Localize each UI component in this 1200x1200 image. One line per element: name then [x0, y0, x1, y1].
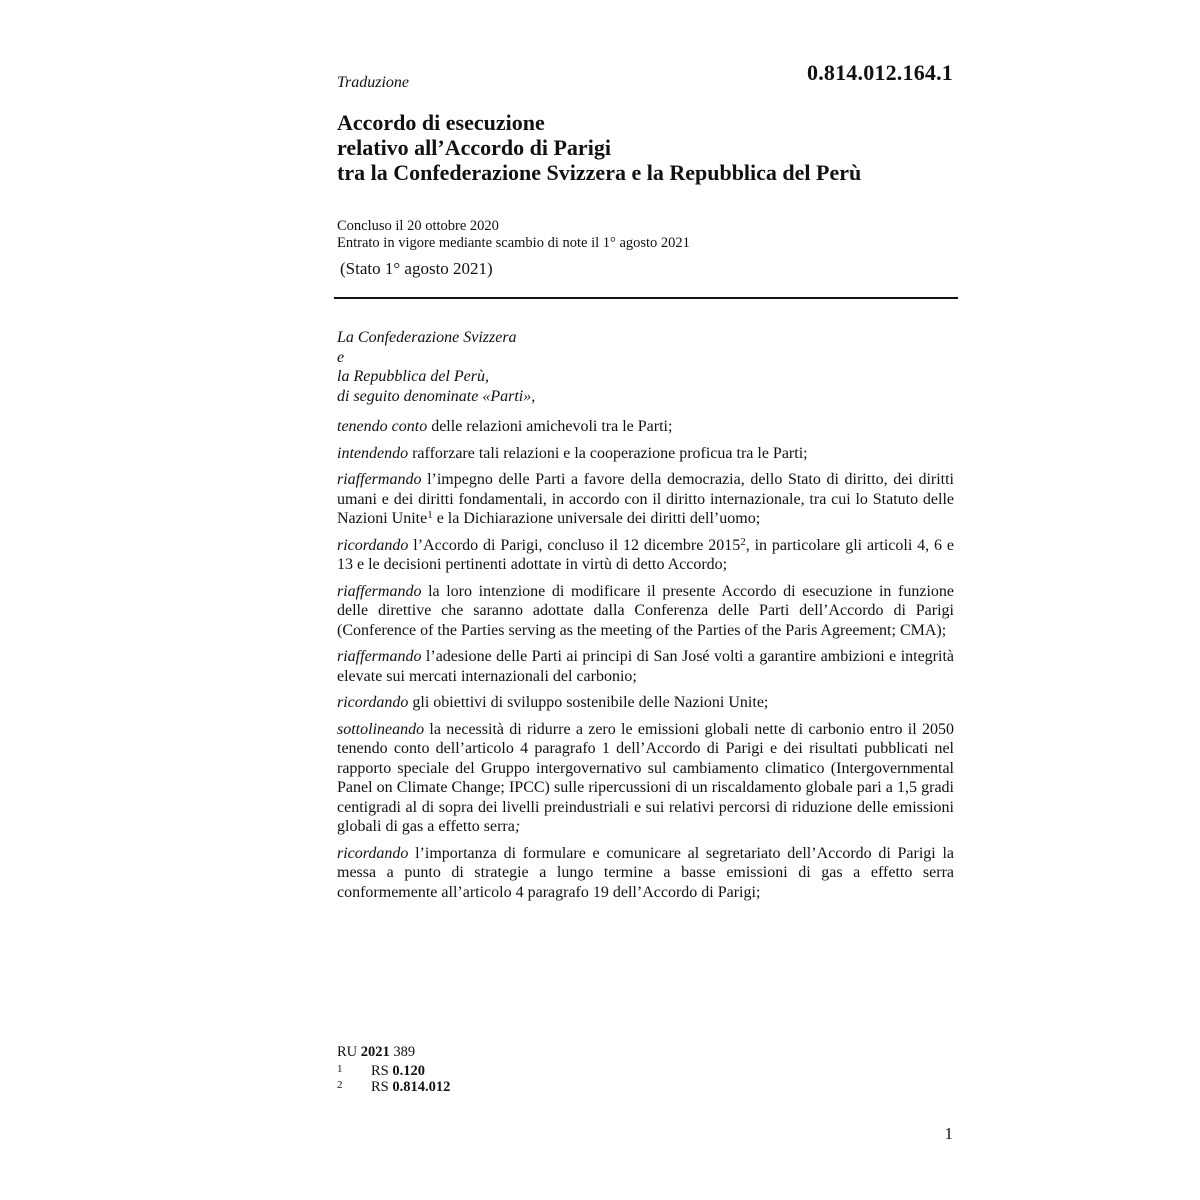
party-conjunction: e [337, 348, 345, 366]
footnote-marker[interactable]: 2 [740, 535, 746, 548]
ru-page: 389 [389, 1044, 416, 1060]
document-title [337, 110, 957, 185]
clause-end: ; [514, 818, 521, 835]
clause-verb: tenendo conto [337, 418, 428, 435]
clause-text: e la Dichiarazione universale dei diritti dell’uomo; [432, 510, 761, 527]
party-switzerland: La Confederazione Svizzera [337, 329, 517, 346]
clause-verb: ricordando [337, 844, 409, 862]
preamble-clause [337, 582, 954, 641]
parties-block [337, 328, 957, 406]
translation-label: Traduzione [337, 74, 410, 91]
footnotes [337, 1063, 450, 1095]
footnote-link[interactable]: 0.120 [392, 1063, 425, 1079]
footnote-text: RS 0.120 [371, 1063, 425, 1079]
footnote-item [337, 1079, 450, 1095]
preamble-clause [337, 647, 954, 686]
parties-designation: di seguito denominate «Parti», [337, 387, 536, 405]
footnote-number: 1 [337, 1063, 343, 1075]
clause-text: rafforzare tali relazioni e la cooperazione proficua tra le Parti; [408, 444, 808, 462]
clause-verb: ricordando [337, 536, 409, 554]
clause-verb: riaffermando [337, 582, 422, 600]
page-number: 1 [944, 1124, 953, 1143]
title-line-1: Accordo di esecuzione [337, 110, 545, 135]
preamble-clause [337, 470, 954, 529]
header-divider [334, 297, 958, 299]
entry-into-force: Entrato in vigore mediante scambio di note il 1° agosto 2021 [337, 235, 690, 251]
ru-year: 2021 [360, 1044, 390, 1060]
clause-text: , in particolare gli articoli 4, 6 e 13 e le decisioni pertinenti adottate in virtù di detto Accordo; [337, 536, 954, 573]
clause-verb: ricordando [337, 694, 409, 711]
footnote-text: RS 0.814.012 [371, 1079, 451, 1095]
title-line-2: relativo all’Accordo di Parigi [337, 135, 611, 160]
clause-text: gli obiettivi di sviluppo sostenibile delle Nazioni Unite; [408, 694, 769, 711]
footnote-marker[interactable]: 1 [427, 509, 433, 521]
clause-text: l’Accordo di Parigi, concluso il 12 dicembre 2015 [408, 536, 741, 554]
clause-text: l’adesione delle Parti ai principi di San José volti a garantire ambizioni e integrità elevate sui mercati internazionali del carbonio; [337, 648, 954, 685]
preamble-clause [337, 444, 954, 464]
ru-prefix: RU [337, 1044, 361, 1060]
conclusion-metadata [337, 218, 690, 252]
footnote-number: 2 [337, 1079, 343, 1091]
preamble-clause [337, 720, 954, 837]
concluded-date: Concluso il 20 ottobre 2020 [337, 218, 499, 234]
clause-text: delle relazioni amichevoli tra le Parti; [427, 418, 673, 435]
clause-verb: riaffermando [337, 471, 422, 488]
document-number: 0.814.012.164.1 [807, 60, 953, 85]
status-date: (Stato 1° agosto 2021) [340, 259, 493, 278]
party-peru: la Repubblica del Perù, [337, 368, 489, 385]
clause-text: la necessità di ridurre a zero le emissioni globali nette di carbonio entro il 2050 tenendo conto dell’articolo 4 paragrafo 1 dell’Accordo di Parigi e dei risultati pubblicati nel rapporto speciale del Gruppo intergovernativo sul cambiamento climatico (Intergovernmental Panel on Climate Change; IPCC) sulle ripercussioni di un riscaldamento globale pari a 1,5 gradi centigradi al di sopra dei livelli preindustriali e sui relativi percorsi di riduzione delle emissioni globali di gas a effetto serra [337, 720, 954, 835]
preamble-clause [337, 536, 954, 575]
preamble-clause [337, 693, 954, 713]
clause-verb: riaffermando [337, 648, 422, 665]
official-compilation-ref [337, 1044, 415, 1061]
clause-text: l’impegno delle Parti a favore della democrazia, dello Stato di diritto, dei diritti umani e dei diritti fondamentali, in accordo con il diritto internazionale, tra cui lo Statuto delle Nazioni Unite [337, 471, 954, 527]
title-line-3: tra la Confederazione Svizzera e la Repubblica del Perù [337, 160, 862, 185]
footnote-link[interactable]: 0.814.012 [392, 1079, 451, 1095]
clause-text: l’importanza di formulare e comunicare al segretariato dell’Accordo di Parigi la messa a punto di strategie a lungo termine a basse emissioni di gas a effetto serra conformemente all’articolo 4 paragrafo 19 dell’Accordo di Parigi; [337, 844, 954, 901]
preamble-clause [337, 417, 954, 437]
clause-verb: intendendo [337, 444, 409, 462]
clause-verb: sottolineando [337, 720, 425, 738]
preamble-clause [337, 844, 954, 903]
preamble-clauses [337, 417, 954, 909]
clause-text: la loro intenzione di modificare il presente Accordo di esecuzione in funzione delle direttive che saranno adottate dalla Conferenza delle Parti dell’Accordo di Parigi (Conference of the Parties serving as the meeting of the Parties of the Paris Agreement; CMA); [337, 582, 954, 639]
